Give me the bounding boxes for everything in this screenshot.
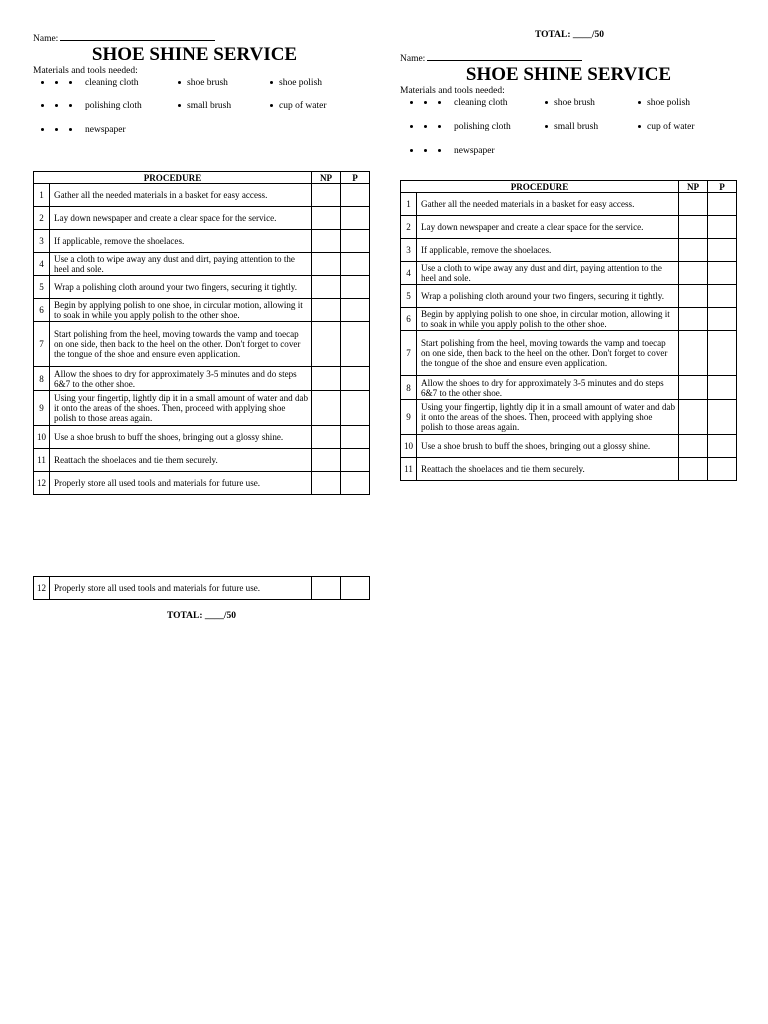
material-item: cup of water [638, 121, 694, 133]
np-cell[interactable] [312, 426, 341, 449]
table-row: 6 Begin by applying polish to one shoe, in circular motion, allowing it to soak in while you apply polish to the other shoe. [401, 308, 737, 331]
p-header: P [341, 172, 370, 184]
name-label: Name: [400, 54, 426, 64]
p-cell[interactable] [341, 577, 370, 600]
np-cell[interactable] [312, 391, 341, 426]
p-cell[interactable] [708, 262, 737, 285]
p-cell[interactable] [708, 239, 737, 262]
np-cell[interactable] [679, 376, 708, 400]
table-row: 4 Use a cloth to wipe away any dust and dirt, paying attention to the heel and sole. [34, 253, 370, 276]
np-cell[interactable] [312, 253, 341, 276]
page-title: SHOE SHINE SERVICE [91, 44, 298, 65]
p-header: P [708, 181, 737, 193]
np-cell[interactable] [312, 577, 341, 600]
p-cell[interactable] [341, 207, 370, 230]
p-cell[interactable] [341, 367, 370, 391]
np-cell[interactable] [679, 400, 708, 435]
np-cell[interactable] [679, 262, 708, 285]
name-blank [60, 30, 215, 41]
np-cell[interactable] [679, 435, 708, 458]
np-cell[interactable] [679, 285, 708, 308]
bullet-icon [178, 81, 181, 84]
p-cell[interactable] [341, 472, 370, 495]
p-cell[interactable] [341, 184, 370, 207]
table-row: 6 Begin by applying polish to one shoe, in circular motion, allowing it to soak in while you apply polish to the other shoe. [34, 299, 370, 322]
table-row: 3 If applicable, remove the shoelaces. [34, 230, 370, 253]
procedure-table-continued [33, 576, 370, 600]
bullet-icon [178, 104, 181, 107]
material-item: small brush [545, 121, 598, 133]
np-cell[interactable] [312, 184, 341, 207]
table-row: 11 Reattach the shoelaces and tie them securely. [401, 458, 737, 481]
table-row: 1 Gather all the needed materials in a basket for easy access. [401, 193, 737, 216]
bullet-icon [410, 121, 452, 133]
material-item: shoe brush [545, 97, 595, 109]
material-item: newspaper [410, 145, 495, 157]
procedure-table [400, 180, 737, 481]
p-cell[interactable] [341, 276, 370, 299]
table-row: 2 Lay down newspaper and create a clear space for the service. [34, 207, 370, 230]
material-item: small brush [178, 100, 231, 112]
p-cell[interactable] [341, 449, 370, 472]
np-cell[interactable] [312, 207, 341, 230]
p-cell[interactable] [708, 435, 737, 458]
table-row: 3 If applicable, remove the shoelaces. [401, 239, 737, 262]
table-row: 9 Using your fingertip, lightly dip it in a small amount of water and dab it onto the areas of the shoes. Then, proceed with applying shoe polish to those areas again. [401, 400, 737, 435]
total-score: TOTAL: ____/50 [166, 611, 237, 621]
material-item: shoe polish [638, 97, 690, 109]
procedure-table [33, 171, 370, 495]
name-line [33, 30, 370, 44]
name-line [400, 50, 737, 64]
materials-list [400, 97, 737, 180]
table-row: 7 Start polishing from the heel, moving towards the vamp and toecap on one side, then back to the heel on the other. Don't forget to cover the tongue of the shoe and ensure even application. [34, 322, 370, 367]
total-score: TOTAL: ____/50 [534, 30, 604, 40]
materials-list [33, 77, 370, 171]
left-sheet [33, 30, 370, 495]
p-cell[interactable] [341, 322, 370, 367]
p-cell[interactable] [708, 285, 737, 308]
p-cell[interactable] [708, 216, 737, 239]
p-cell[interactable] [341, 299, 370, 322]
np-cell[interactable] [312, 449, 341, 472]
np-cell[interactable] [679, 216, 708, 239]
material-item: newspaper [41, 124, 126, 136]
material-item: shoe brush [178, 77, 228, 89]
materials-label: Materials and tools needed: [33, 66, 138, 76]
np-cell[interactable] [312, 276, 341, 299]
np-cell[interactable] [312, 299, 341, 322]
material-item: polishing cloth [410, 121, 511, 133]
name-blank [427, 50, 582, 61]
procedure-header: PROCEDURE [401, 181, 679, 193]
overflow-row [33, 576, 370, 600]
bullet-icon [545, 101, 548, 104]
page-title: SHOE SHINE SERVICE [465, 64, 672, 85]
material-item: cleaning cloth [41, 77, 139, 89]
table-row: 1 Gather all the needed materials in a basket for easy access. [34, 184, 370, 207]
np-cell[interactable] [679, 331, 708, 376]
p-cell[interactable] [708, 331, 737, 376]
p-cell[interactable] [341, 253, 370, 276]
np-cell[interactable] [312, 230, 341, 253]
bullet-icon [410, 97, 452, 109]
procedure-header: PROCEDURE [34, 172, 312, 184]
p-cell[interactable] [708, 376, 737, 400]
p-cell[interactable] [708, 308, 737, 331]
bullet-icon [545, 125, 548, 128]
p-cell[interactable] [708, 458, 737, 481]
p-cell[interactable] [708, 193, 737, 216]
table-row: 5 Wrap a polishing cloth around your two fingers, securing it tightly. [34, 276, 370, 299]
np-cell[interactable] [312, 322, 341, 367]
bullet-icon [638, 101, 641, 104]
p-cell[interactable] [341, 230, 370, 253]
table-row: 5 Wrap a polishing cloth around your two fingers, securing it tightly. [401, 285, 737, 308]
right-sheet [400, 30, 737, 481]
np-cell[interactable] [679, 193, 708, 216]
name-label: Name: [33, 34, 59, 44]
bullet-icon [41, 100, 83, 112]
np-cell[interactable] [679, 239, 708, 262]
material-item: shoe polish [270, 77, 322, 89]
table-row: 7 Start polishing from the heel, moving towards the vamp and toecap on one side, then back to the heel on the other. Don't forget to cover the tongue of the shoe and ensure even application. [401, 331, 737, 376]
table-row: 2 Lay down newspaper and create a clear space for the service. [401, 216, 737, 239]
table-row: 9 Using your fingertip, lightly dip it in a small amount of water and dab it onto the areas of the shoes. Then, proceed with applying shoe polish to those areas again. [34, 391, 370, 426]
np-header: NP [679, 181, 708, 193]
bullet-icon [270, 104, 273, 107]
materials-label: Materials and tools needed: [400, 86, 505, 96]
bullet-icon [638, 125, 641, 128]
table-row: 10 Use a shoe brush to buff the shoes, bringing out a glossy shine. [34, 426, 370, 449]
material-item: cleaning cloth [410, 97, 508, 109]
material-item: cup of water [270, 100, 326, 112]
bullet-icon [41, 77, 83, 89]
table-row: 11 Reattach the shoelaces and tie them securely. [34, 449, 370, 472]
table-row: 8 Allow the shoes to dry for approximately 3-5 minutes and do steps 6&7 to the other shoe. [34, 367, 370, 391]
p-cell[interactable] [708, 400, 737, 435]
p-cell[interactable] [341, 426, 370, 449]
bullet-icon [41, 124, 83, 136]
np-header: NP [312, 172, 341, 184]
np-cell[interactable] [312, 367, 341, 391]
np-cell[interactable] [312, 472, 341, 495]
table-row: 12 Properly store all used tools and materials for future use. [34, 472, 370, 495]
table-row: 8 Allow the shoes to dry for approximately 3-5 minutes and do steps 6&7 to the other shoe. [401, 376, 737, 400]
p-cell[interactable] [341, 391, 370, 426]
bullet-icon [270, 81, 273, 84]
table-row: 10 Use a shoe brush to buff the shoes, bringing out a glossy shine. [401, 435, 737, 458]
np-cell[interactable] [679, 308, 708, 331]
material-item: polishing cloth [41, 100, 142, 112]
table-row: 12 Properly store all used tools and materials for future use. [34, 577, 370, 600]
bullet-icon [410, 145, 452, 157]
table-row: 4 Use a cloth to wipe away any dust and dirt, paying attention to the heel and sole. [401, 262, 737, 285]
np-cell[interactable] [679, 458, 708, 481]
